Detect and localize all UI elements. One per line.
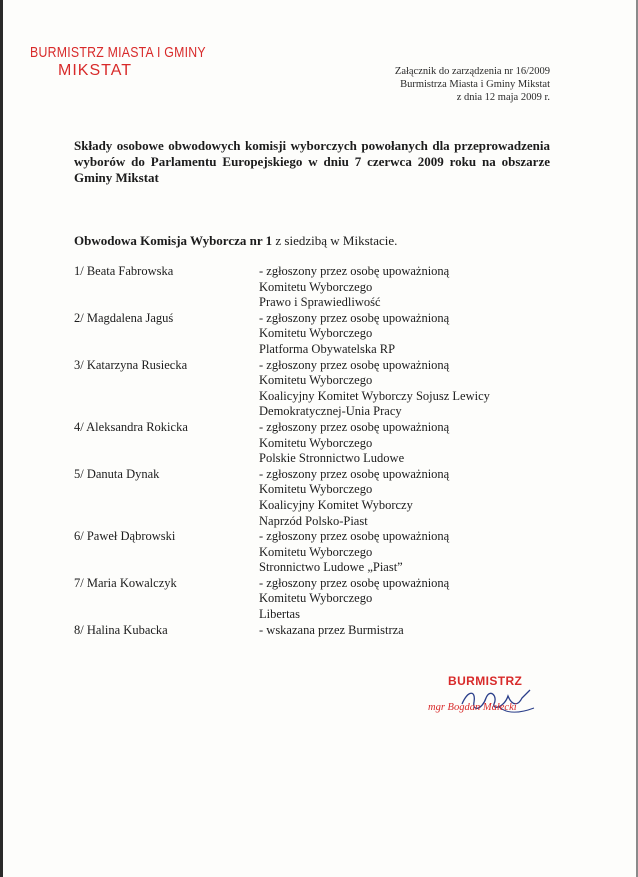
annex-line-1: Załącznik do zarządzenia nr 16/2009 [394, 66, 550, 77]
nomination-line: Komitetu Wyborczego [259, 591, 373, 606]
stamp-line-1: BURMISTRZ MIASTA I GMINY [30, 44, 206, 61]
nomination-line: - zgłoszony przez osobę upoważnioną [259, 529, 450, 544]
signature-title: BURMISTRZ [448, 674, 523, 688]
member-name: 8/ Halina Kubacka [74, 622, 168, 637]
nomination-line: Komitetu Wyborczego [259, 435, 373, 450]
member-row [74, 529, 554, 576]
member-nomination [259, 529, 554, 576]
nomination-line: Komitetu Wyborczego [259, 482, 373, 497]
nomination-line: - wskazana przez Burmistrza [259, 622, 404, 637]
member-nomination [259, 420, 554, 467]
member-row [74, 623, 554, 639]
member-row [74, 576, 554, 623]
member-row [74, 467, 554, 529]
member-name: 2/ Magdalena Jaguś [74, 310, 174, 325]
committee-name: Obwodowa Komisja Wyborcza nr 1 [74, 233, 273, 248]
member-name: 4/ Aleksandra Rokicka [74, 419, 188, 434]
office-stamp [30, 44, 206, 80]
member-nomination [259, 467, 554, 529]
nomination-line: Komitetu Wyborczego [259, 279, 373, 294]
committee-seat: z siedzibą w Mikstacie. [272, 233, 398, 248]
member-row [74, 420, 554, 467]
member-nomination [259, 264, 554, 311]
signature-name: mgr Bogdan Małecki [428, 702, 517, 713]
nomination-line: Polskie Stronnictwo Ludowe [259, 451, 405, 466]
nomination-line: - zgłoszony przez osobę upoważnioną [259, 575, 450, 590]
nomination-line: Stronnictwo Ludowe „Piast” [259, 560, 403, 575]
nomination-line: - zgłoszony przez osobę upoważnioną [259, 264, 450, 278]
nomination-line: - zgłoszony przez osobę upoważnioną [259, 310, 450, 325]
nomination-line: Naprzód Polsko-Piast [259, 513, 368, 528]
nomination-line: Komitetu Wyborczego [259, 373, 373, 388]
member-name: 5/ Danuta Dynak [74, 466, 160, 481]
scan-left-edge [0, 0, 3, 877]
member-row [74, 358, 554, 420]
nomination-line: - zgłoszony przez osobę upoważnioną [259, 419, 450, 434]
member-nomination [259, 311, 554, 358]
annex-line-2: Burmistrza Miasta i Gminy Mikstat [400, 79, 550, 90]
stamp-line-2: MIKSTAT [58, 62, 132, 79]
nomination-line: Komitetu Wyborczego [259, 544, 373, 559]
nomination-line: - zgłoszony przez osobę upoważnioną [259, 466, 450, 481]
nomination-line: Prawo i Sprawiedliwość [259, 295, 381, 310]
nomination-line: Komitetu Wyborczego [259, 326, 373, 341]
signature-block [428, 674, 558, 724]
nomination-line: Demokratycznej-Unia Pracy [259, 404, 402, 419]
member-nomination [259, 358, 554, 420]
members-list [74, 264, 554, 638]
member-row [74, 311, 554, 358]
document-title: Składy osobowe obwodowych komisji wyborczych powołanych dla przeprowadzenia wyborów do Parlamentu Europejskiego w dniu 7 czerwca 2009 roku na obszarze Gminy Mikstat [74, 138, 550, 185]
member-row [74, 264, 554, 311]
member-nomination [259, 623, 554, 639]
member-name: 3/ Katarzyna Rusiecka [74, 357, 188, 372]
nomination-line: Libertas [259, 607, 300, 622]
nomination-line: Koalicyjny Komitet Wyborczy Sojusz Lewicy [259, 388, 490, 403]
member-name: 6/ Paweł Dąbrowski [74, 529, 176, 544]
nomination-line: Koalicyjny Komitet Wyborczy [259, 497, 413, 512]
nomination-line: - zgłoszony przez osobę upoważnioną [259, 357, 450, 372]
annex-note [395, 65, 550, 104]
member-nomination [259, 576, 554, 623]
committee-heading [74, 233, 397, 249]
nomination-line: Platforma Obywatelska RP [259, 341, 396, 356]
annex-line-3: z dnia 12 maja 2009 r. [456, 92, 550, 103]
member-name: 7/ Maria Kowalczyk [74, 575, 177, 590]
member-name: 1/ Beata Fabrowska [74, 264, 174, 278]
